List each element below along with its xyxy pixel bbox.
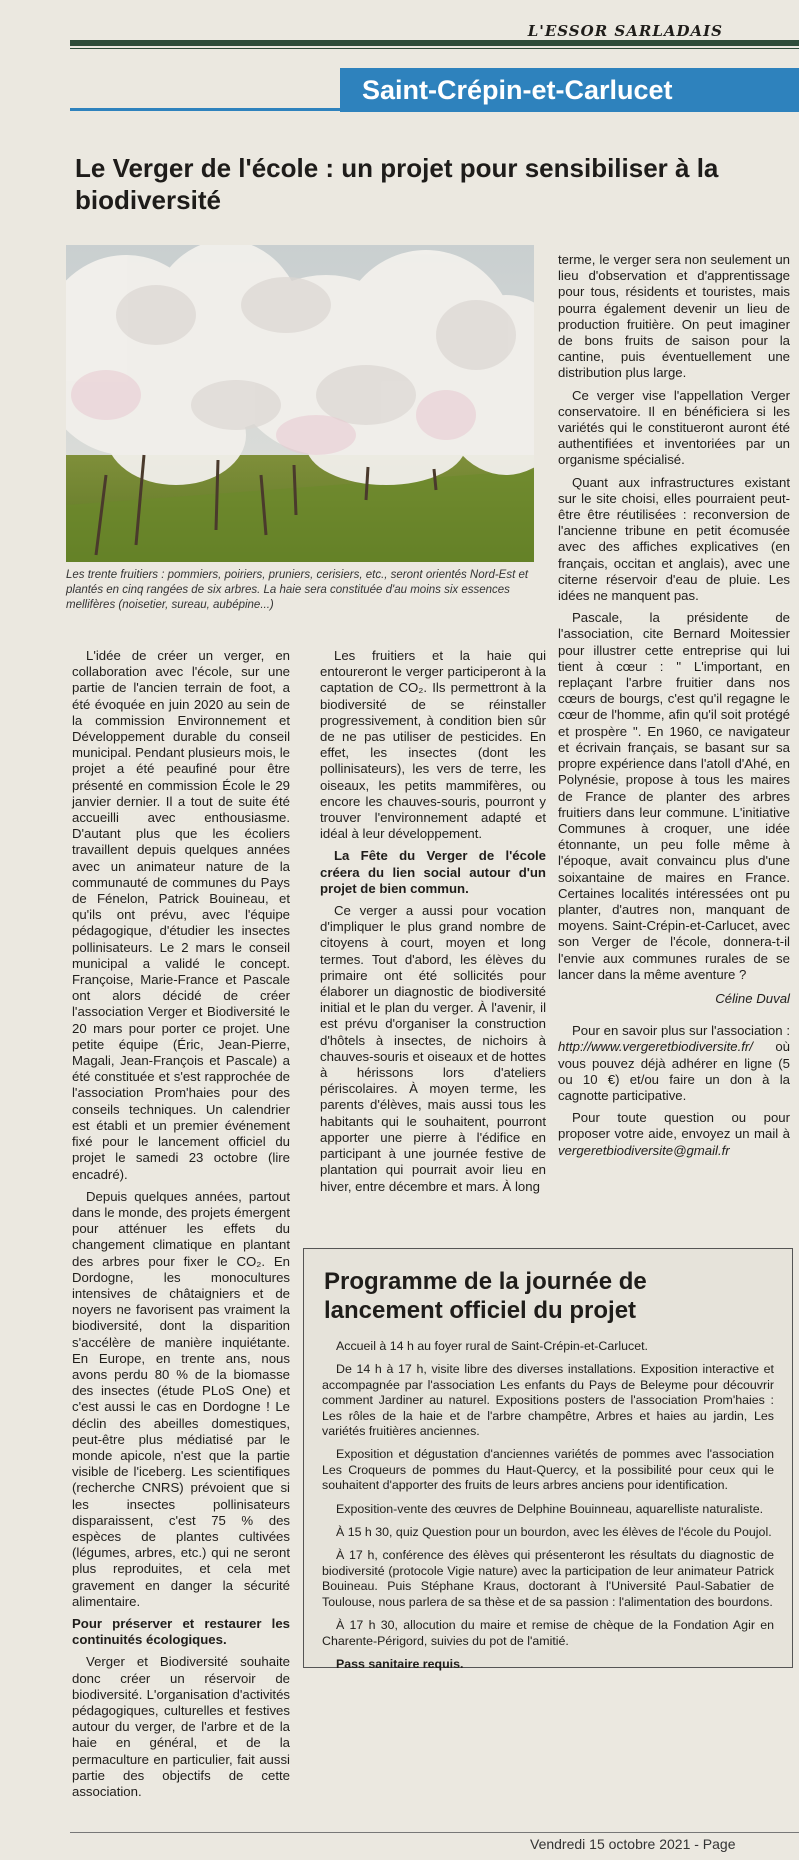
- masthead-rule: [70, 40, 799, 46]
- section-title: Saint-Crépin-et-Carlucet: [362, 75, 673, 105]
- paragraph: Les fruitiers et la haie qui entoureront le verger participeront à la captation de CO₂. Ils permettront à la biodiversité de se réinstaller progressivement, à condition bien sûr de ne pas utiliser de pesticides. En effet, les insectes (dont les pollinisateurs), les vers de terre, les oiseaux, les petits mammifères, ou encore les chauves-souris, pourront y trouver l'environnement adapté et idéal à leur développement.: [320, 648, 546, 842]
- programme-item: Pass sanitaire requis.: [336, 1656, 464, 1671]
- article-column-2: [320, 648, 546, 1201]
- programme-item: Exposition et dégustation d'anciennes variétés de pommes avec l'association Les Croqueurs de pommes du Haut-Quercy, et la possibilité pour ceux qui le souhaitent d'apporter des fruits de leurs arbres anciens pour identification.: [322, 1447, 774, 1493]
- newspaper-name: L'ESSOR SARLADAIS: [522, 22, 729, 40]
- masthead: [70, 22, 799, 48]
- association-url-link[interactable]: http://www.vergeretbiodiversite.fr/: [558, 1039, 753, 1055]
- paragraph: Quant aux infrastructures existant sur le site choisi, elles pourraient peut-être être réutilisées : reconversion de l'ancienne tribune en petit écomusée avec des affiches explicatives (en français, occitan et anglais), avec une citerne réservoir d'eau de pluie. Les idées ne manquent pas.: [558, 474, 790, 604]
- section-banner: [340, 68, 799, 112]
- paragraph: Verger et Biodiversité souhaite donc créer un réservoir de biodiversité. L'organisation d'activités pédagogiques, culturelles et festives autour du verger, de l'arbre et de la haie en général, et de la permaculture en particulier, fait aussi partie des objectifs de cette association.: [72, 1654, 290, 1800]
- paragraph: Depuis quelques années, partout dans le monde, des projets émergent pour atténuer les effets du changement climatique en plantant des arbres pour fixer le CO₂. En Dordogne, les monocultures intensives de châtaigniers et de noyers ne favorisent pas vraiment la biodiversité, dont la disparition s'accélère de manière inquiétante. En Europe, en trente ans, nous avons perdu 80 % de la biomasse des insectes (étude PLoS One) et c'est aussi le cas en Dordogne ! Le déclin des abeilles domestiques, peut-être plus médiatisé par le monde apicole, n'est que la partie visible de l'iceberg. Les scientifiques (recherche CNRS) prévoient que si les insectes pollinisateurs disparaissent, c'est 75 % des espèces de plantes cultivées (légumes, arbres, etc.) qui ne seront plus reproduites, et cela met gravement en danger la sécurité alimentaire.: [72, 1188, 290, 1609]
- masthead-rule-thin: [70, 48, 799, 49]
- pull-quote: La Fête du Verger de l'école créera du lien social autour d'un projet de bien commun.: [320, 848, 546, 896]
- programme-item: De 14 h à 17 h, visite libre des diverses installations. Exposition interactive et accompagnée par l'association Les enfants du Pays de Beleyme pour découvrir comment Jardiner au naturel. Expositions posters de l'association Prom'haies : Les rôles de la haie et de l'arbre champêtre, Arbres et haies au jardin, Les variétés fruitières anciennes.: [322, 1362, 774, 1439]
- paragraph: Pascale, la présidente de l'association, cite Bernard Moitessier pour illustrer cette entreprise qui lui tient à cœur : " L'important, en replaçant l'arbre fruitier dans nos cœurs de bourgs, c'est qu'il regagne le cœur de l'homme, afin qu'il soit protégé et prospère ". En 1960, ce navigateur et écrivain français, se basant sur sa propre expérience dans l'atoll d'Ahé, en Polynésie, propose à tous les maires de France de planter des arbres fruitiers dans leur commune. L'initiative Communes à croquer, une idée étonnante, un peu folle même à l'époque, avait convaincu plus d'une soixantaine de maires en France. Certaines localités intéressées ont pu planter, d'autres non, manquant de moyens. Saint-Crépin-et-Carlucet, avec son Verger de l'école, donnera-t-il l'envie aux communes rurales de se lancer dans la même aventure ?: [558, 610, 790, 982]
- programme-item: À 17 h, conférence des élèves qui présenteront les résultats du diagnostic de biodiversité (protocole Vigie nature) avec la participation de leur animateur Patrick Bouineau. Puis Stéphane Kraus, doctorant à l'Université Paul-Sabatier de Toulouse, nous parlera de sa thèse et de sa passion : l'alimentation des bourdons.: [322, 1548, 774, 1609]
- subheading: Pour préserver et restaurer les continuités écologiques.: [72, 1615, 290, 1648]
- programme-box: [303, 1248, 793, 1671]
- programme-title: Programme de la journée de lancement officiel du projet: [324, 1268, 647, 1324]
- article-column-3: [558, 252, 790, 1165]
- paragraph: L'idée de créer un verger, en collaboration avec l'école, sur une partie de l'ancien terrain de foot, a été évoquée en juin 2020 au sein de la commission Environnement et Développement durable du conseil municipal. Pendant plusieurs mois, le projet a été peaufiné pour être présenté en commission École le 29 janvier dernier. Il a tout de suite été accueilli avec enthousiasme. D'autant plus que les écoliers travaillent depuis quelques années avec un animateur nature de la communauté de communes du Pays de Fénelon, Patrick Bouineau, et qu'ils ont prévu, avec l'équipe pédagogique, d'étudier les insectes pollinisateurs. Le 2 mars le conseil municipal a validé le concept. Françoise, Marie-France et Pascale ont alors décidé de créer l'association Verger et Biodiversité le 20 mars pour porter ce projet. Une petite équipe (Éric, Jean-Pierre, Magali, Jean-François et Pascale) a été constituée et s'est rapprochée de l'association Prom'haies pour des conseils techniques. Un calendrier est établi et un premier événement fixé pour le lancement officiel du projet le samedi 23 octobre (lire encadré).: [72, 648, 290, 1182]
- paragraph: Ce verger vise l'appellation Verger conservatoire. Il en bénéficiera si les variétés qui le constitueront auront été authentifiées et inventoriées par un organisme spécialisé.: [558, 387, 790, 468]
- article-column-1: [72, 648, 290, 1806]
- programme-item: À 15 h 30, quiz Question pour un bourdon, avec les élèves de l'école du Poujol.: [336, 1525, 772, 1540]
- paragraph: Ce verger a aussi pour vocation d'impliquer le plus grand nombre de citoyens à court, moyen et long termes. Tout d'abord, les élèves du primaire ont été sollicités pour élaborer un diagnostic de biodiversité initial et le plan du verger. À l'avenir, il est prévu d'organiser la construction d'hôtels à insectes, de nichoirs à chauves-souris et oiseaux et de hottes à hérissons lors d'ateliers périscolaires. À moyen terme, les parents d'élèves, mais aussi tous les habitants qui le souhaitent, pourront apporter une pierre à l'édifice en participant à une journée festive de plantation qui pourrait avoir lieu en hiver, entre décembre et mars. À long: [320, 903, 546, 1194]
- contact-text: Pour toute question ou pour proposer votre aide, envoyez un mail à: [558, 1110, 790, 1142]
- photo-caption: Les trente fruitiers : pommiers, poiriers, pruniers, cerisiers, etc., seront orientés Nord-Est et plantés en cinq rangées de six arbres. La haie sera constituée d'au moins six essences mellifères (noisetier, sureau, aubépine...): [66, 569, 529, 611]
- page-footer: Vendredi 15 octobre 2021 - Page: [530, 1836, 736, 1852]
- headline: Le Verger de l'école : un projet pour sensibiliser à la biodiversité: [75, 153, 719, 215]
- paragraph: terme, le verger sera non seulement un lieu d'observation et d'apprentissage pour tous, résidents et touristes, mais pourra également devenir un lieu de production fruitière. On peut imaginer de bons fruits de saison pour la cantine, puis éventuellement une distribution plus large.: [558, 252, 790, 381]
- programme-item: À 17 h 30, allocution du maire et remise de chèque de la Fondation Agir en Charente-Périgord, suivies du pot de l'amitié.: [322, 1618, 774, 1648]
- info-text: Pour en savoir plus sur l'association :: [572, 1023, 790, 1039]
- footer-rule: [70, 1832, 799, 1833]
- contact-email-link[interactable]: vergeretbiodiversite@gmail.fr: [558, 1142, 730, 1158]
- info-paragraph: [558, 1023, 790, 1104]
- contact-paragraph: [558, 1110, 790, 1159]
- orchard-photo: [66, 245, 534, 562]
- programme-item: Accueil à 14 h au foyer rural de Saint-Crépin-et-Carlucet.: [336, 1339, 648, 1353]
- info-text: où vous pouvez déjà adhérer en ligne (5 ou 10 €) et/ou faire un don à la cagnotte participative.: [558, 1039, 790, 1103]
- programme-item: Exposition-vente des œuvres de Delphine Bouinneau, aquarelliste naturaliste.: [336, 1501, 764, 1516]
- section-rule: [70, 108, 799, 111]
- author-signature: Céline Duval: [715, 990, 790, 1006]
